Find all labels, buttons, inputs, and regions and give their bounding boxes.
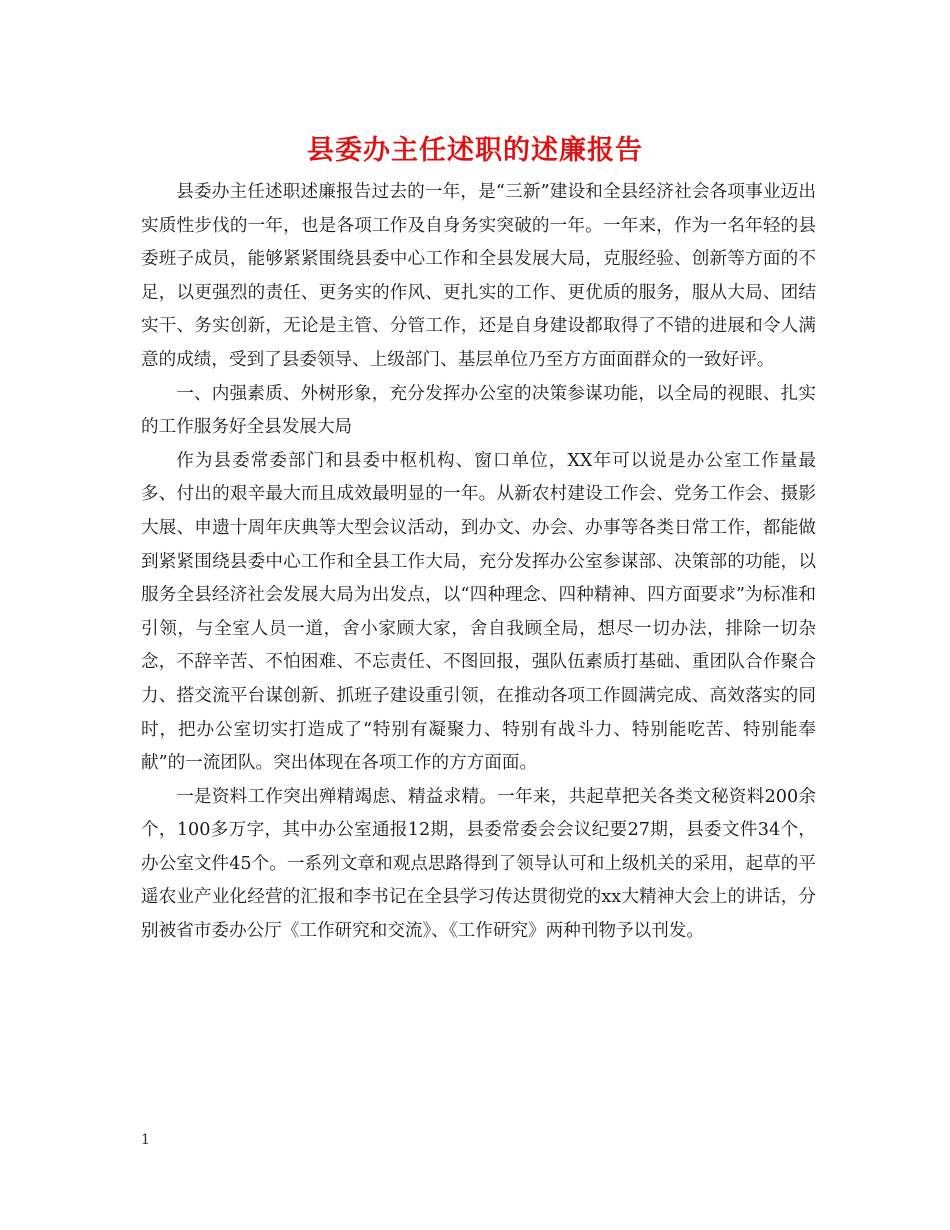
paragraph-intro: 县委办主任述职述廉报告过去的一年，是“三新”建设和全县经济社会各项事业迈出实质性步伐的一年，也是各项工作及自身务实突破的一年。一年来，作为一名年轻的县委班子成员，能够紧紧围绕县委中心工作和全县发展大局，克服经验、创新等方面的不足，以更强烈的责任、更务实的作风、更扎实的工作、更优质的服务，服从大局、团结实干、务实创新，无论是主管、分管工作，还是自身建设都取得了不错的进展和令人满意的成绩，受到了县委领导、上级部门、基层单位乃至方方面面群众的一致好评。 xyxy=(141,182,816,370)
paragraph-section-heading-1: 一、内强素质、外树形象，充分发挥办公室的决策参谋功能，以全局的视眼、扎实的工作服务好全县发展大局 xyxy=(141,383,816,438)
paragraph-office-work: 作为县委常委部门和县委中枢机构、窗口单位，XX年可以说是办公室工作量最多、付出的艰辛最大而且成效最明显的一年。从新农村建设工作会、党务工作会、摄影大展、申遗十周年庆典等大型会议活动，到办文、办会、办事等各类日常工作，都能做到紧紧围绕县委中心工作和全县工作大局，充分发挥办公室参谋部、决策部的功能，以服务全县经济社会发展大局为出发点，以“四种理念、四种精神、四方面要求”为标准和引领，与全室人员一道，舍小家顾大家，舍自我顾全局，想尽一切办法，排除一切杂念，不辞辛苦、不怕困难、不忘责任、不图回报，强队伍素质打基础、重团队合作聚合力、搭交流平台谋创新、抓班子建设重引领，在推动各项工作圆满完成、高效落实的同时，把办公室切实打造成了“特别有凝聚力、特别有战斗力、特别能吃苦、特别能奉献”的一流团队。突出体现在各项工作的方方面面。 xyxy=(141,450,816,774)
paragraph-materials-work: 一是资料工作突出殚精竭虑、精益求精。一年来，共起草把关各类文秘资料200余个，100多万字，其中办公室通报12期，县委常委会会议纪要27期，县委文件34个，办公室文件45个。一系列文章和观点思路得到了领导认可和上级机关的采用，起草的平遥农业产业化经营的汇报和李书记在全县学习传达贯彻党的xx大精神大会上的讲话，分别被省市委办公厅《工作研究和交流》、《工作研究》两种刊物予以刊发。 xyxy=(141,786,816,942)
document-title: 县委办主任述职的述廉报告 xyxy=(307,135,643,166)
document-body xyxy=(141,176,816,949)
page-number: 1 xyxy=(141,1132,150,1148)
